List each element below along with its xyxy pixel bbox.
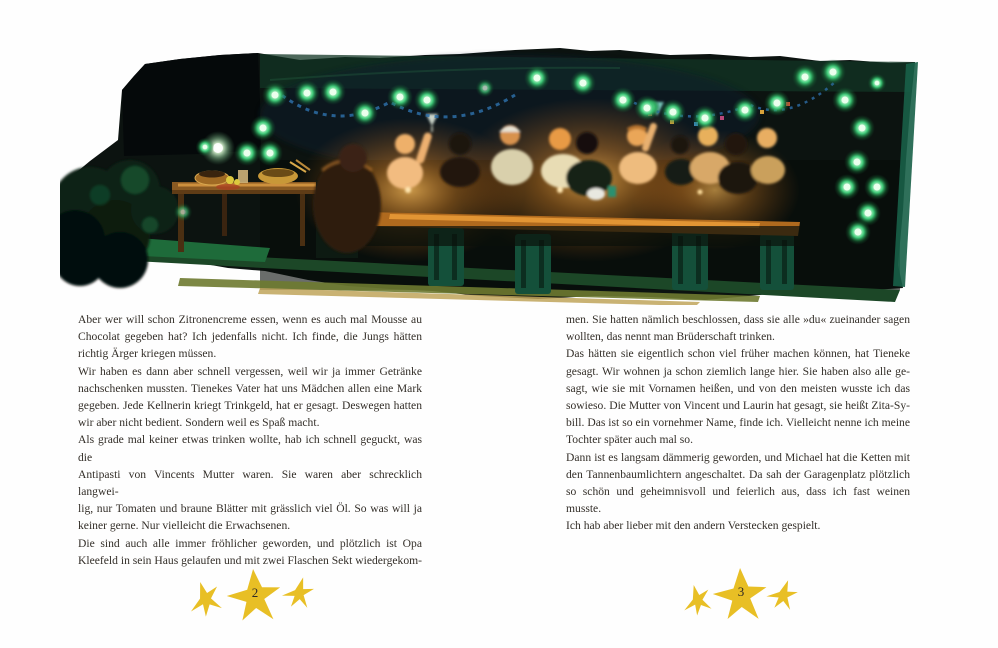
page-number: 2 (251, 585, 259, 600)
text-line: men. Sie hatten nämlich beschlossen, dass sie alle »du« zueinander sagen (566, 313, 910, 326)
text-line: Wir haben es dann aber schnell vergessen, weil wir ja immer Getränke (78, 364, 422, 378)
page-footer (0, 558, 998, 648)
left-page-text (78, 311, 422, 569)
text-line: sagt, wie sie mit Vornamen heißen, und von den meisten wusste ich das (566, 381, 910, 395)
text-line: Aber wer will schon Zitronencreme essen, wenn es auch mal Mousse au (78, 313, 422, 326)
star-icon (764, 575, 801, 613)
text-line: richtig Ärger kriegen müssen. (78, 347, 217, 361)
star-icon (280, 574, 316, 612)
text-line: wir aber nicht bedient. Sondern weil es Spaß macht. (78, 416, 320, 430)
page-number-stars-left (183, 566, 316, 623)
text-line: keiner gerne. Nur vielleicht die Erwachsenen. (78, 519, 291, 533)
text-line: Tochter später auch mal so. (566, 433, 693, 447)
text-line: nachschenken mussten. Tienekes Vater hat uns Mädchen allen eine Mark (78, 381, 422, 395)
text-line: Chocolat gegeben hat? Ich jedenfalls nicht. Ich finde, die Jungs hätten (78, 330, 422, 344)
text-line: gesagt. Wir wohnen ja schon ziemlich lange hier. Sie haben also alle ge- (566, 364, 910, 378)
text-line: Die sind auch alle immer fröhlicher geworden, und plötzlich ist Opa (78, 536, 422, 550)
page-number-stars-right (679, 566, 801, 622)
text-line: den Tannenbaumlichtern angeschaltet. Da sah der Garagenplatz plötzlich (566, 467, 910, 481)
page-number: 3 (737, 584, 745, 599)
star-icon (183, 577, 225, 620)
text-line: Dann ist es langsam dämmerig geworden, und Michael hat die Ketten mit (566, 450, 910, 464)
right-page-text (566, 311, 910, 535)
text-line: Kleefeld in sein Haus gelaufen und mit zwei Flaschen Sekt wiedergekom- (78, 553, 422, 567)
text-line: bill. Das ist so ein vornehmer Name, finde ich. Vielleicht nenne ich meine (566, 416, 910, 430)
text-line: gegeben. Jede Kellnerin kriegt Trinkgeld, hat er gesagt. Deswegen hatten (78, 399, 422, 413)
text-line: so schön und geheimnisvoll und feierlich aus, dass ich fast weinen musste. (566, 485, 910, 516)
text-line: Das hätten sie eigentlich schon viel früher machen können, hat Tieneke (566, 347, 910, 361)
star-icon (679, 582, 714, 619)
text-line: sowieso. Die Mutter von Vincent und Laurin hat gesagt, sie heißt Zita-Sy- (566, 399, 910, 413)
text-line: Antipasti von Vincents Mutter waren. Sie waren aber schrecklich langwei- (78, 467, 422, 499)
text-line: lig, nur Tomaten und braune Blätter mit grässlich viel Öl. So was will ja (78, 502, 422, 516)
text-line: wollten, das nennt man Brüderschaft trinken. (566, 330, 775, 344)
text-line: Ich hab aber lieber mit den andern Verstecken gespielt. (566, 519, 821, 533)
text-line: Als grade mal keiner etwas trinken wollte, hab ich schnell geguckt, was die (78, 433, 422, 464)
night-party-illustration (60, 40, 940, 305)
house-silhouette (122, 53, 261, 156)
